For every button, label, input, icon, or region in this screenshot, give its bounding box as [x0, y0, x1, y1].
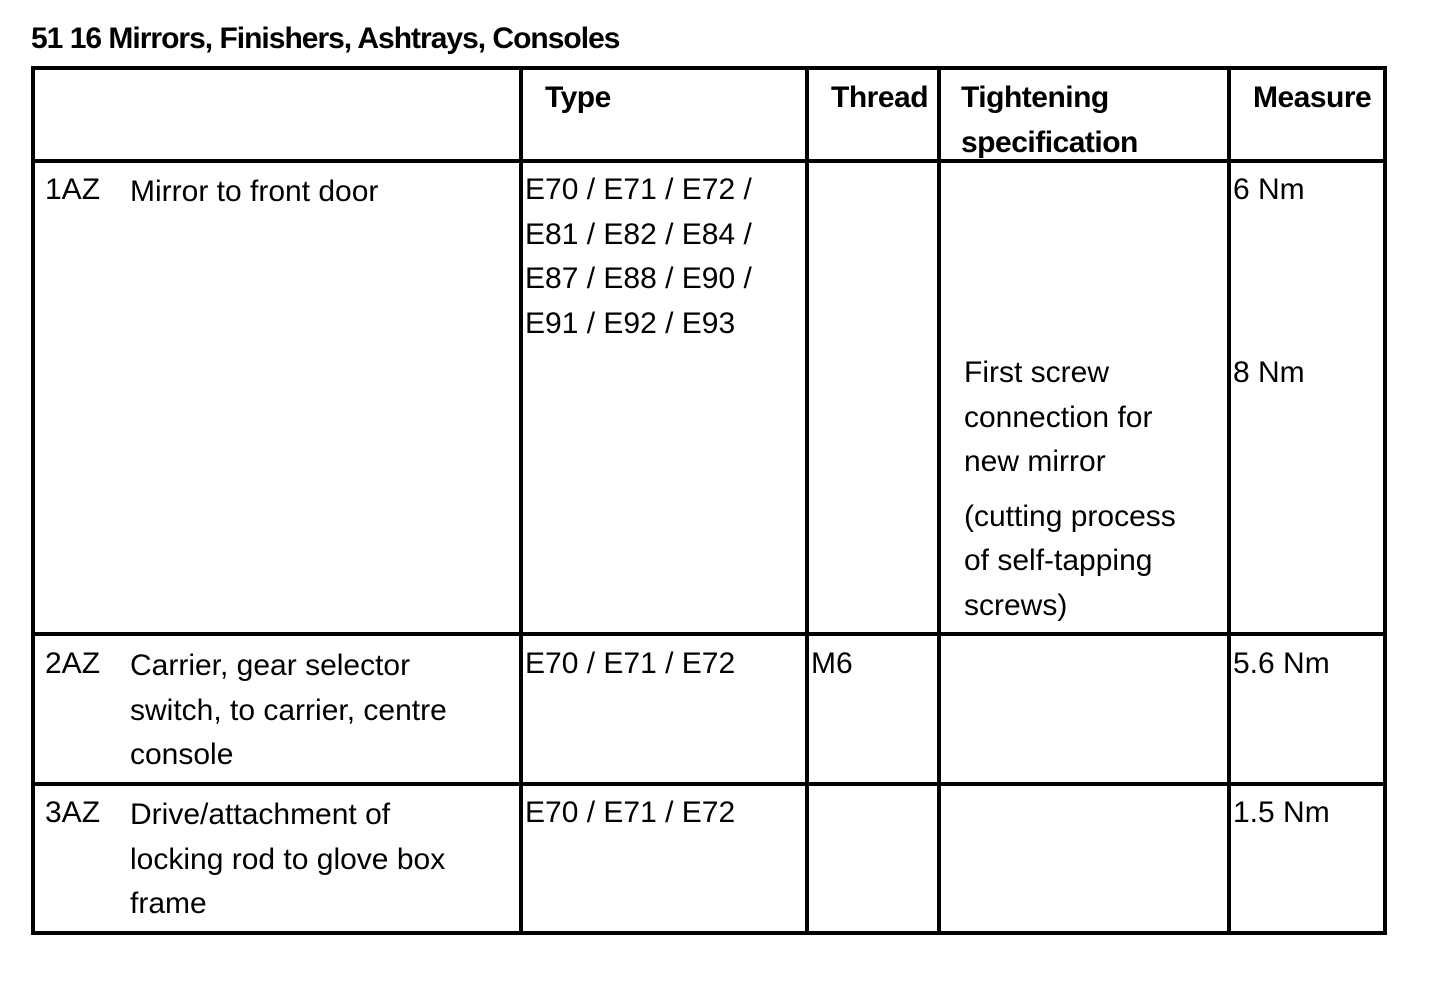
row-description: Mirror to front door [130, 175, 379, 208]
column-divider [519, 70, 523, 931]
header-thread: Thread [831, 81, 929, 114]
row-description: Carrier, gear selector switch, to carrier, centre console [130, 649, 447, 771]
column-divider [1227, 70, 1231, 931]
row-code: 1AZ [45, 173, 101, 206]
torque-table [31, 66, 1387, 935]
row-code: 2AZ [45, 647, 101, 680]
document-title: 51 16 Mirrors, Finishers, Ashtrays, Consoles [31, 22, 620, 55]
row-tightening-specification: First screw connection for new mirror (cutting process of self-tapping screws) [964, 356, 1176, 622]
column-divider [937, 70, 941, 931]
row-divider [35, 159, 1383, 163]
row-divider [35, 782, 1383, 786]
row-type: E70 / E71 / E72 / E81 / E82 / E84 / E87 / E88 / E90 / E91 / E92 / E93 [525, 173, 752, 340]
row-type: E70 / E71 / E72 [525, 796, 736, 829]
header-type: Type [545, 81, 611, 114]
row-measure: 8 Nm [1233, 356, 1305, 389]
header-tightening-specification: Tightening specification [961, 81, 1138, 159]
row-measure: 6 Nm [1233, 173, 1305, 206]
row-type: E70 / E71 / E72 [525, 647, 736, 680]
row-measure: 5.6 Nm [1233, 647, 1330, 680]
row-thread: M6 [811, 647, 853, 680]
column-divider [805, 70, 809, 931]
row-divider [35, 632, 1383, 636]
row-description: Drive/attachment of locking rod to glove box frame [130, 798, 446, 920]
row-measure: 1.5 Nm [1233, 796, 1330, 829]
header-measure: Measure [1253, 81, 1372, 114]
row-code: 3AZ [45, 796, 101, 829]
